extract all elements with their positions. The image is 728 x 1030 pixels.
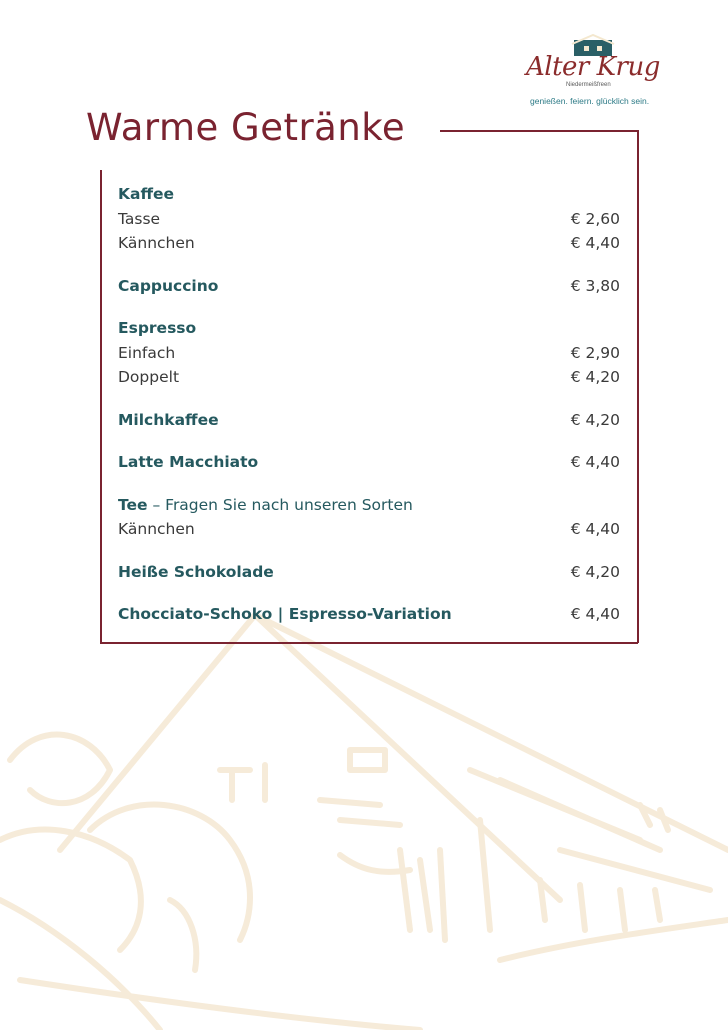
menu-item-name: Tee [118, 495, 148, 514]
menu-item-price: € 3,80 [570, 276, 620, 295]
frame-border-left [100, 170, 102, 643]
menu-group [118, 408, 620, 433]
menu-subitem-label: Kännchen [118, 520, 195, 538]
menu-item-heading [118, 602, 452, 627]
menu-item-row [118, 182, 620, 207]
menu-item-heading [118, 450, 258, 475]
house-watermark-illustration [0, 600, 728, 1030]
menu-item-row [118, 493, 620, 518]
menu-item-heading [118, 493, 413, 518]
menu-subitem-label: Doppelt [118, 368, 180, 386]
menu-item-heading [118, 560, 274, 585]
menu-item-row [118, 274, 620, 299]
menu-group [118, 493, 620, 542]
menu-subitem-row [118, 517, 620, 542]
menu-item-name: Espresso [118, 319, 197, 337]
menu-item-price: € 4,20 [570, 410, 620, 429]
menu-subitem-price: € 2,60 [570, 209, 620, 228]
menu-group [118, 450, 620, 475]
menu-item-heading [118, 408, 219, 433]
title-divider [440, 130, 638, 132]
menu-subitem-label: Einfach [118, 343, 176, 362]
menu-subitem-price: € 4,40 [570, 520, 620, 538]
menu-subitem-price: € 4,20 [570, 368, 620, 386]
logo-tagline: genießen. feiern. glücklich sein. [530, 96, 650, 106]
menu-item-heading [118, 316, 196, 341]
menu-item-row [118, 560, 620, 585]
menu-group [118, 274, 620, 299]
menu-list [118, 182, 620, 645]
menu-subitem-row [118, 365, 620, 390]
menu-item-name: Kaffee [118, 185, 175, 203]
menu-subitem-row [118, 207, 620, 232]
menu-item-name: Heiße Schokolade [118, 562, 274, 581]
menu-item-price: € 4,40 [570, 453, 620, 471]
logo-place: Niedermeißfreen [566, 82, 611, 88]
menu-item-note: – Fragen Sie nach unseren Sorten [147, 495, 413, 514]
menu-item-row [118, 450, 620, 475]
menu-item-name: Milchkaffee [118, 410, 219, 429]
menu-subitem-label: Kännchen [118, 234, 195, 252]
menu-item-heading [118, 274, 218, 299]
page-title: Warme Getränke [86, 106, 406, 149]
menu-group [118, 316, 620, 390]
menu-item-name: Chocciato-Schoko | Espresso-Variation [118, 605, 452, 623]
menu-item-name: Latte Macchiato [118, 453, 259, 471]
menu-item-heading [118, 182, 174, 207]
alter-krug-logo [520, 34, 660, 114]
menu-group [118, 602, 620, 627]
menu-subitem-price: € 2,90 [570, 343, 620, 362]
menu-item-row [118, 408, 620, 433]
menu-subitem-row [118, 231, 620, 256]
menu-subitem-label: Tasse [118, 209, 161, 228]
menu-item-name: Cappuccino [118, 276, 219, 295]
logo-name: Alter Krug [526, 52, 660, 82]
frame-border-right [637, 130, 639, 643]
menu-item-price: € 4,40 [570, 605, 620, 623]
menu-item-row [118, 602, 620, 627]
menu-subitem-price: € 4,40 [570, 234, 620, 252]
menu-group [118, 182, 620, 256]
menu-item-price: € 4,20 [570, 562, 620, 581]
menu-group [118, 560, 620, 585]
menu-subitem-row [118, 341, 620, 366]
menu-item-row [118, 316, 620, 341]
